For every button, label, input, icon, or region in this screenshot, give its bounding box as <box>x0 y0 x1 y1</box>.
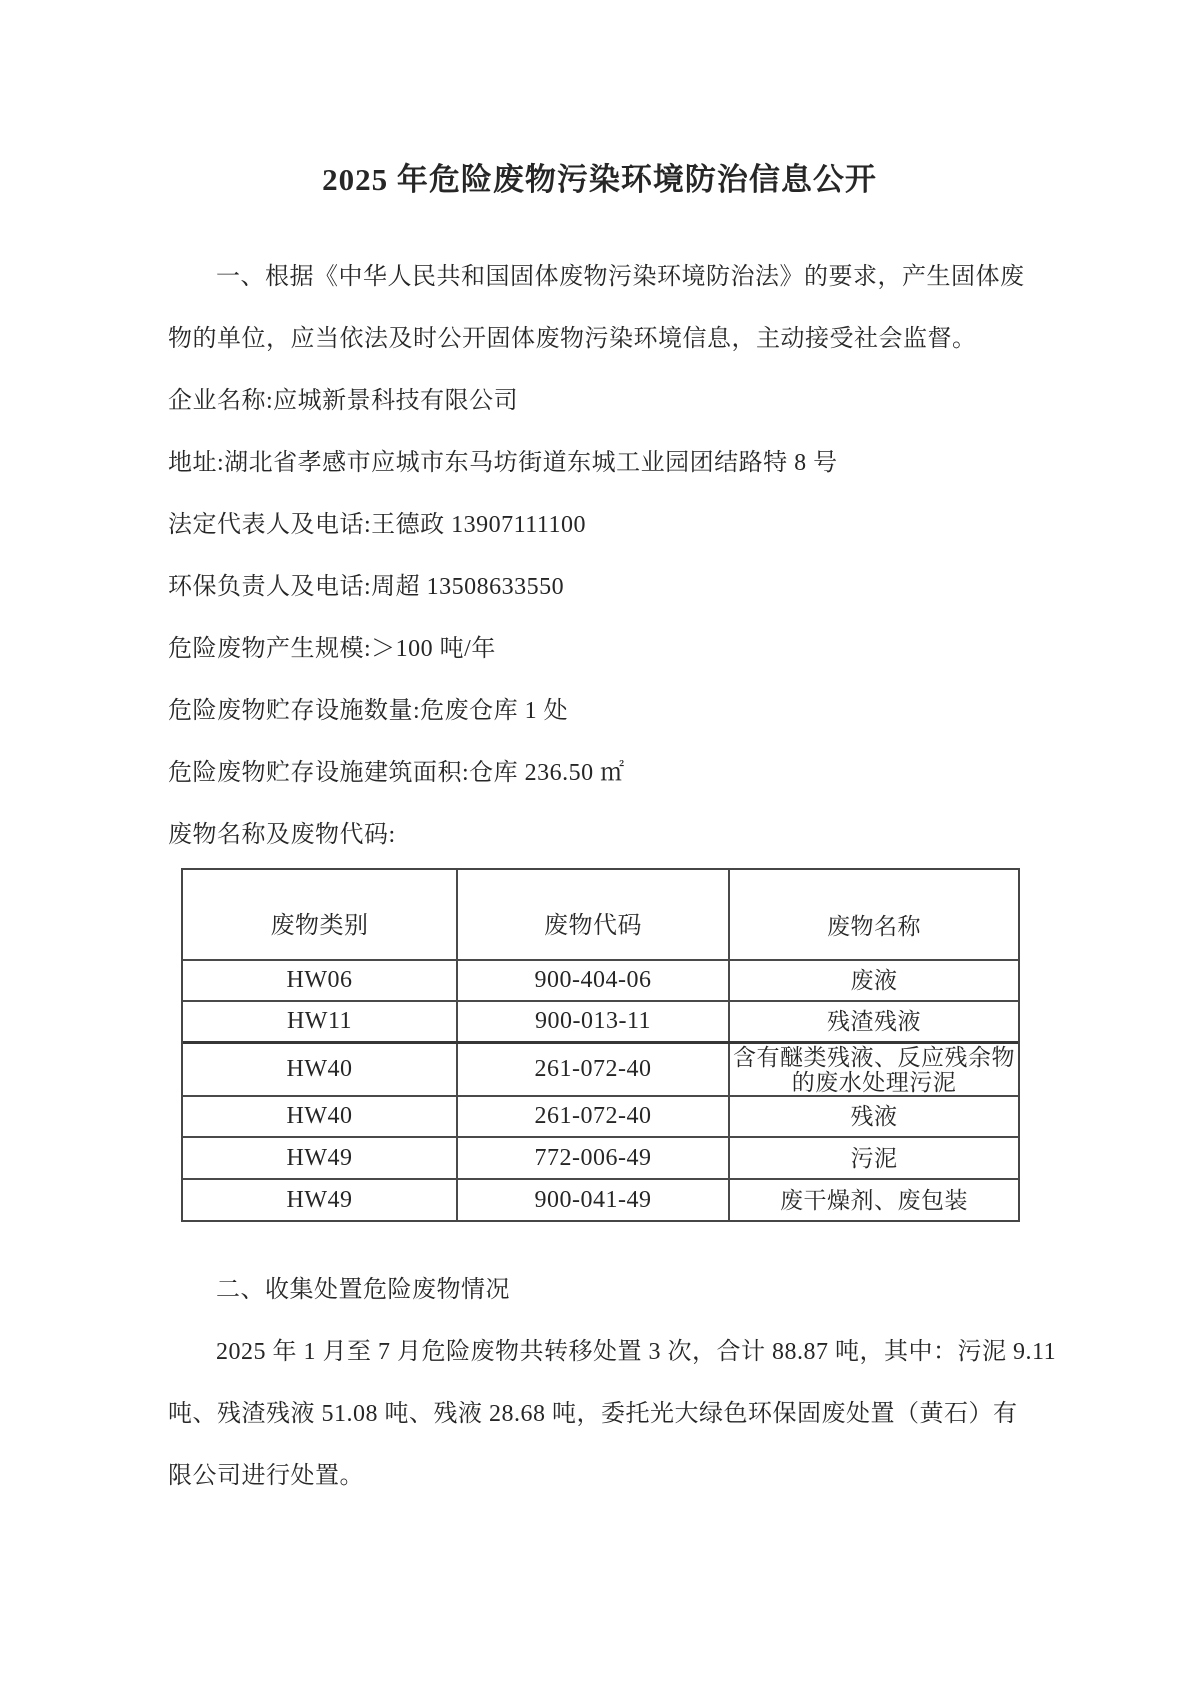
cell-category: HW49 <box>286 1186 353 1213</box>
cell-code: 900-041-49 <box>456 1180 728 1220</box>
header-waste-name: 废物名称 <box>728 870 1018 959</box>
table-row <box>183 1136 1018 1178</box>
cell-category: HW40 <box>286 1056 353 1082</box>
info-line-production-scale: 危险废物产生规模:＞100 吨/年 <box>168 635 496 662</box>
cell-code: 900-013-11 <box>456 1002 728 1041</box>
section2-line2: 吨、残渣残液 51.08 吨、残液 28.68 吨，委托光大绿色环保固废处置（黄石）有 <box>168 1400 1018 1427</box>
cell-category: HW40 <box>286 1103 353 1129</box>
info-line-company-name: 企业名称:应城新景科技有限公司 <box>168 387 519 414</box>
table-row <box>183 1095 1018 1136</box>
info-line-storage-facility-count: 危险废物贮存设施数量:危废仓库 1 处 <box>168 697 569 724</box>
info-line-address: 地址:湖北省孝感市应城市东马坊街道东城工业园团结路特 8 号 <box>168 449 838 476</box>
info-line-legal-representative: 法定代表人及电话:王德政 13907111100 <box>168 511 586 538</box>
info-line-storage-facility-area: 危险废物贮存设施建筑面积:仓库 236.50 ㎡ <box>168 759 625 786</box>
cell-code: 900-404-06 <box>456 961 728 1000</box>
section2-gap <box>168 1222 1031 1255</box>
document-title: 2025 年危险废物污染环境防治信息公开 <box>322 162 877 197</box>
section2-line3: 限公司进行处置。 <box>168 1462 364 1489</box>
section2-line1: 2025 年 1 月至 7 月危险废物共转移处置 3 次，合计 88.87 吨，其中：污泥 9.11 <box>216 1338 1057 1365</box>
header-waste-code: 废物代码 <box>456 870 728 959</box>
waste-table <box>181 868 1020 1222</box>
header-waste-category: 废物类别 <box>270 913 369 939</box>
table-row <box>183 1041 1018 1095</box>
table-row <box>183 1000 1018 1041</box>
cell-name: 污泥 <box>728 1138 1018 1178</box>
title-gap <box>168 210 1031 242</box>
cell-category: HW11 <box>286 1008 353 1034</box>
paragraph1-line2: 物的单位，应当依法及时公开固体废物污染环境信息，主动接受社会监督。 <box>168 325 977 352</box>
cell-name: 废干燥剂、废包装 <box>728 1180 1018 1220</box>
cell-code: 261-072-40 <box>456 1097 728 1136</box>
table-row <box>183 959 1018 1000</box>
cell-category: HW49 <box>286 1144 353 1171</box>
info-line-waste-codes-label: 废物名称及废物代码: <box>168 821 396 848</box>
info-line-environmental-officer: 环保负责人及电话:周超 13508633550 <box>168 573 565 600</box>
cell-name: 废液 <box>728 961 1018 1000</box>
waste-table-header-row <box>183 870 1018 959</box>
paragraph1-line1: 一、根据《中华人民共和国固体废物污染环境防治法》的要求，产生固体废 <box>216 263 1025 290</box>
cell-code: 261-072-40 <box>456 1044 728 1095</box>
section2-heading: 二、收集处置危险废物情况 <box>216 1276 510 1303</box>
table-row <box>183 1178 1018 1220</box>
cell-name: 残液 <box>728 1097 1018 1136</box>
cell-category: HW06 <box>286 967 353 993</box>
cell-name: 残渣残液 <box>728 1002 1018 1041</box>
cell-name: 含有醚类残液、反应残余物的废水处理污泥 <box>728 1044 1018 1095</box>
cell-code: 772-006-49 <box>456 1138 728 1178</box>
